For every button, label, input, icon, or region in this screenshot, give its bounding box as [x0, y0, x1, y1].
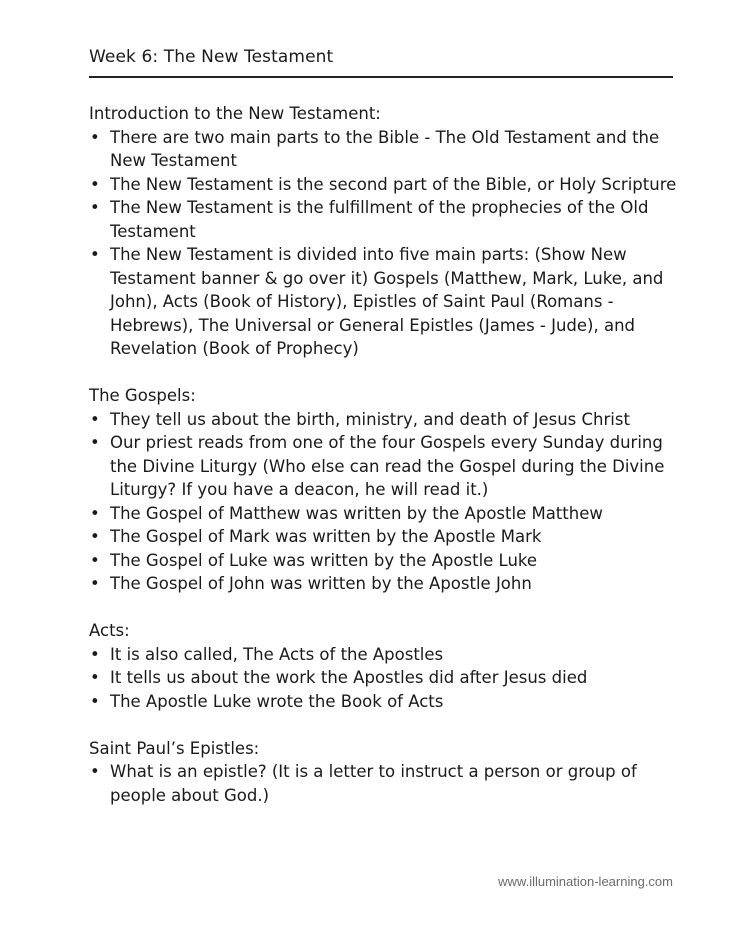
section-heading: Acts: — [89, 621, 130, 640]
document-body — [89, 102, 679, 831]
list-item: • What is an epistle? (It is a letter to instruct a person or group of people about God.) — [89, 760, 679, 807]
section-gospels — [89, 384, 679, 596]
page-title: Week 6: The New Testament — [89, 47, 334, 67]
list-item: • There are two main parts to the Bible - The Old Testament and the New Testament — [89, 126, 679, 173]
list-item: • The Gospel of Mark was written by the Apostle Mark — [89, 525, 679, 549]
section-introduction — [89, 102, 679, 361]
section-acts — [89, 619, 679, 713]
section-heading: The Gospels: — [89, 386, 196, 405]
list-item: • They tell us about the birth, ministry, and death of Jesus Christ — [89, 408, 679, 432]
list-item: • The New Testament is divided into five main parts: (Show New Testament banner & go over it) Gospels (Matthew, Mark, Luke, and John), Acts (Book of History), Epistles of Saint Paul (Romans - Hebrews), The Universal or General Epistles (James - Jude), and Revelation (Book of Prophecy) — [89, 243, 679, 361]
list-item: • The Gospel of John was written by the Apostle John — [89, 572, 679, 596]
bullet-list — [89, 760, 679, 807]
bullet-list — [89, 408, 679, 596]
bullet-list — [89, 643, 679, 714]
section-heading: Introduction to the New Testament: — [89, 104, 381, 123]
list-item: • Our priest reads from one of the four Gospels every Sunday during the Divine Liturgy (Who else can read the Gospel during the Divine Liturgy? If you have a deacon, he will read it.) — [89, 431, 679, 502]
list-item: • The Gospel of Luke was written by the Apostle Luke — [89, 549, 679, 573]
list-item: • It tells us about the work the Apostles did after Jesus died — [89, 666, 679, 690]
list-item: • It is also called, The Acts of the Apostles — [89, 643, 679, 667]
footer-url: www.illumination-learning.com — [498, 874, 673, 889]
list-item: • The Gospel of Matthew was written by the Apostle Matthew — [89, 502, 679, 526]
bullet-list — [89, 126, 679, 361]
section-heading: Saint Paul’s Epistles: — [89, 738, 260, 758]
page-header — [89, 46, 673, 78]
section-epistles — [89, 737, 679, 808]
list-item: • The Apostle Luke wrote the Book of Acts — [89, 690, 679, 714]
list-item: • The New Testament is the fulfillment of the prophecies of the Old Testament — [89, 196, 679, 243]
list-item: • The New Testament is the second part of the Bible, or Holy Scripture — [89, 173, 679, 197]
